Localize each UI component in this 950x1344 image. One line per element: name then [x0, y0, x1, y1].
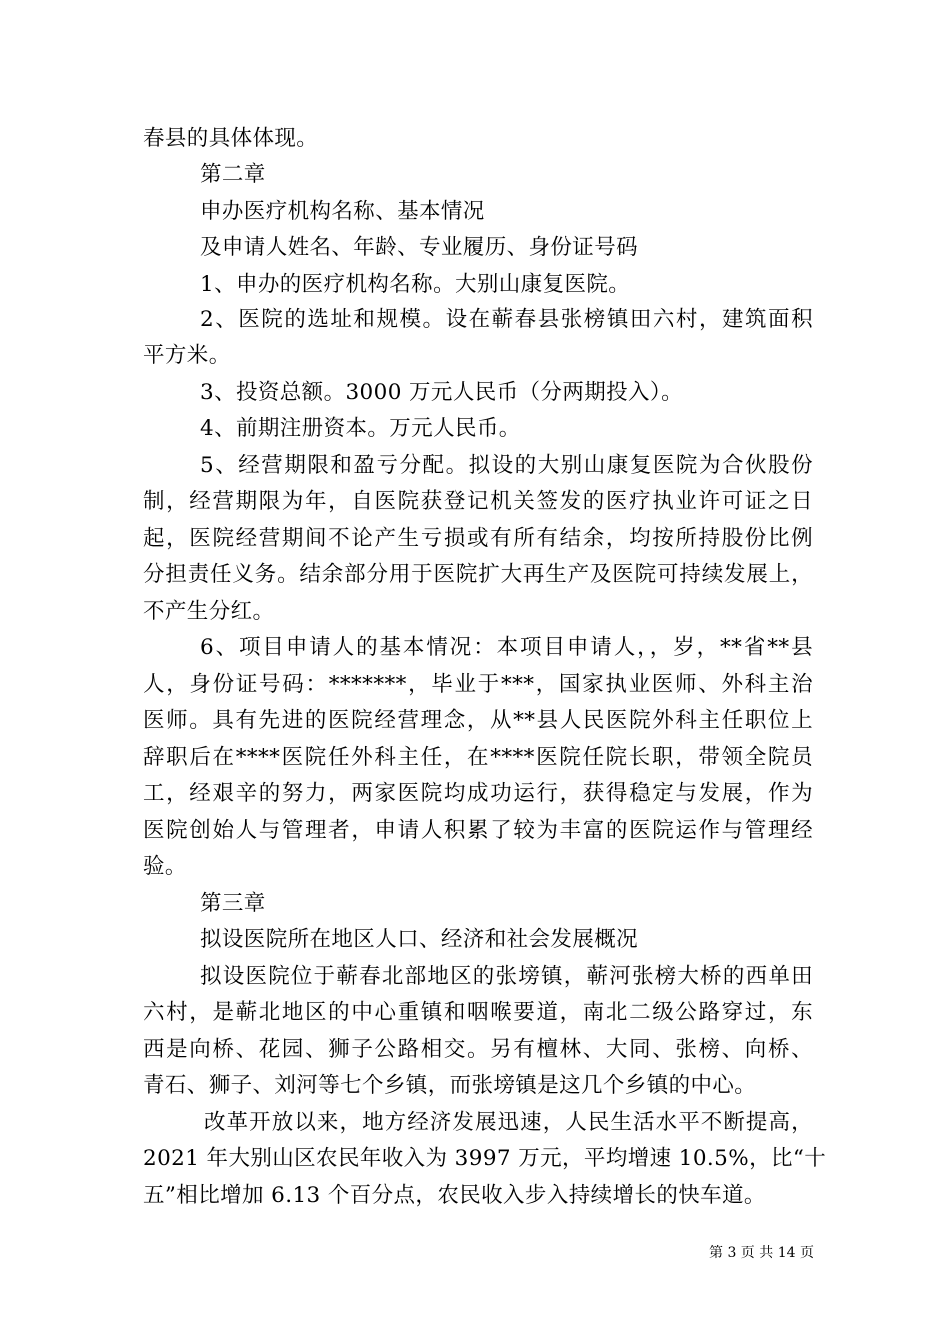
text-line: 6、项目申请人的基本情况：本项目申请人，，岁，**省**县 — [200, 635, 813, 660]
section-heading: 及申请人姓名、年龄、专业履历、身份证号码 — [200, 235, 639, 260]
text-line: 制，经营期限为年，自医院获登记机关签发的医疗执业许可证之日 — [143, 489, 813, 514]
section-heading: 申办医疗机构名称、基本情况 — [200, 199, 485, 224]
text-line: 改革开放以来，地方经济发展迅速，人民生活水平不断提高， — [204, 1110, 813, 1135]
text-line: 4、前期注册资本。万元人民币。 — [200, 416, 521, 441]
page-number: 第 3 页 共 14 页 — [709, 1245, 814, 1261]
text-line: 起，医院经营期间不论产生亏损或有所有结余，均按所持股份比例 — [143, 526, 813, 551]
section-heading: 拟设医院所在地区人口、经济和社会发展概况 — [200, 927, 639, 952]
text-line: 春县的具体体现。 — [143, 126, 319, 151]
text-line: 验。 — [143, 854, 187, 879]
text-line: 2021 年大别山区农民年收入为 3997 万元，平均增速 10.5%，比“十 — [143, 1146, 827, 1171]
text-line: 医院创始人与管理者，申请人积累了较为丰富的医院运作与管理经 — [143, 818, 813, 843]
text-line: 人，身份证号码：*******，毕业于***，国家执业医师、外科主治 — [143, 672, 813, 697]
text-line: 西是向桥、花园、狮子公路相交。另有檀林、大同、张榜、向桥、 — [143, 1037, 813, 1062]
text-line: 青石、狮子、刘河等七个乡镇，而张塝镇是这几个乡镇的中心。 — [143, 1073, 757, 1098]
text-line: 五”相比增加 6.13 个百分点，农民收入步入持续增长的快车道。 — [143, 1183, 766, 1208]
text-line: 1、申办的医疗机构名称。大别山康复医院。 — [200, 272, 631, 297]
text-line: 不产生分红。 — [143, 599, 275, 624]
text-line: 六村，是蕲北地区的中心重镇和咽喉要道，南北二级公路穿过，东 — [143, 1000, 813, 1025]
text-line: 工，经艰辛的努力，两家医院均成功运行，获得稳定与发展，作为 — [143, 781, 813, 806]
text-line: 分担责任义务。结余部分用于医院扩大再生产及医院可持续发展上， — [143, 562, 813, 587]
text-line: 2、医院的选址和规模。设在蕲春县张榜镇田六村，建筑面积 — [200, 307, 813, 332]
text-line: 医师。具有先进的医院经营理念，从**县人民医院外科主任职位上 — [143, 708, 813, 733]
text-line: 平方米。 — [143, 343, 231, 368]
text-line: 3、投资总额。3000 万元人民币（分两期投入）。 — [200, 380, 683, 405]
text-line: 5、经营期限和盈亏分配。拟设的大别山康复医院为合伙股份 — [200, 453, 813, 478]
text-line: 拟设医院位于蕲春北部地区的张塝镇，蕲河张榜大桥的西单田 — [200, 964, 813, 989]
text-line: 辞职后在****医院任外科主任，在****医院任院长职，带领全院员 — [143, 745, 813, 770]
chapter-heading: 第三章 — [200, 891, 266, 916]
chapter-heading: 第二章 — [200, 162, 266, 187]
